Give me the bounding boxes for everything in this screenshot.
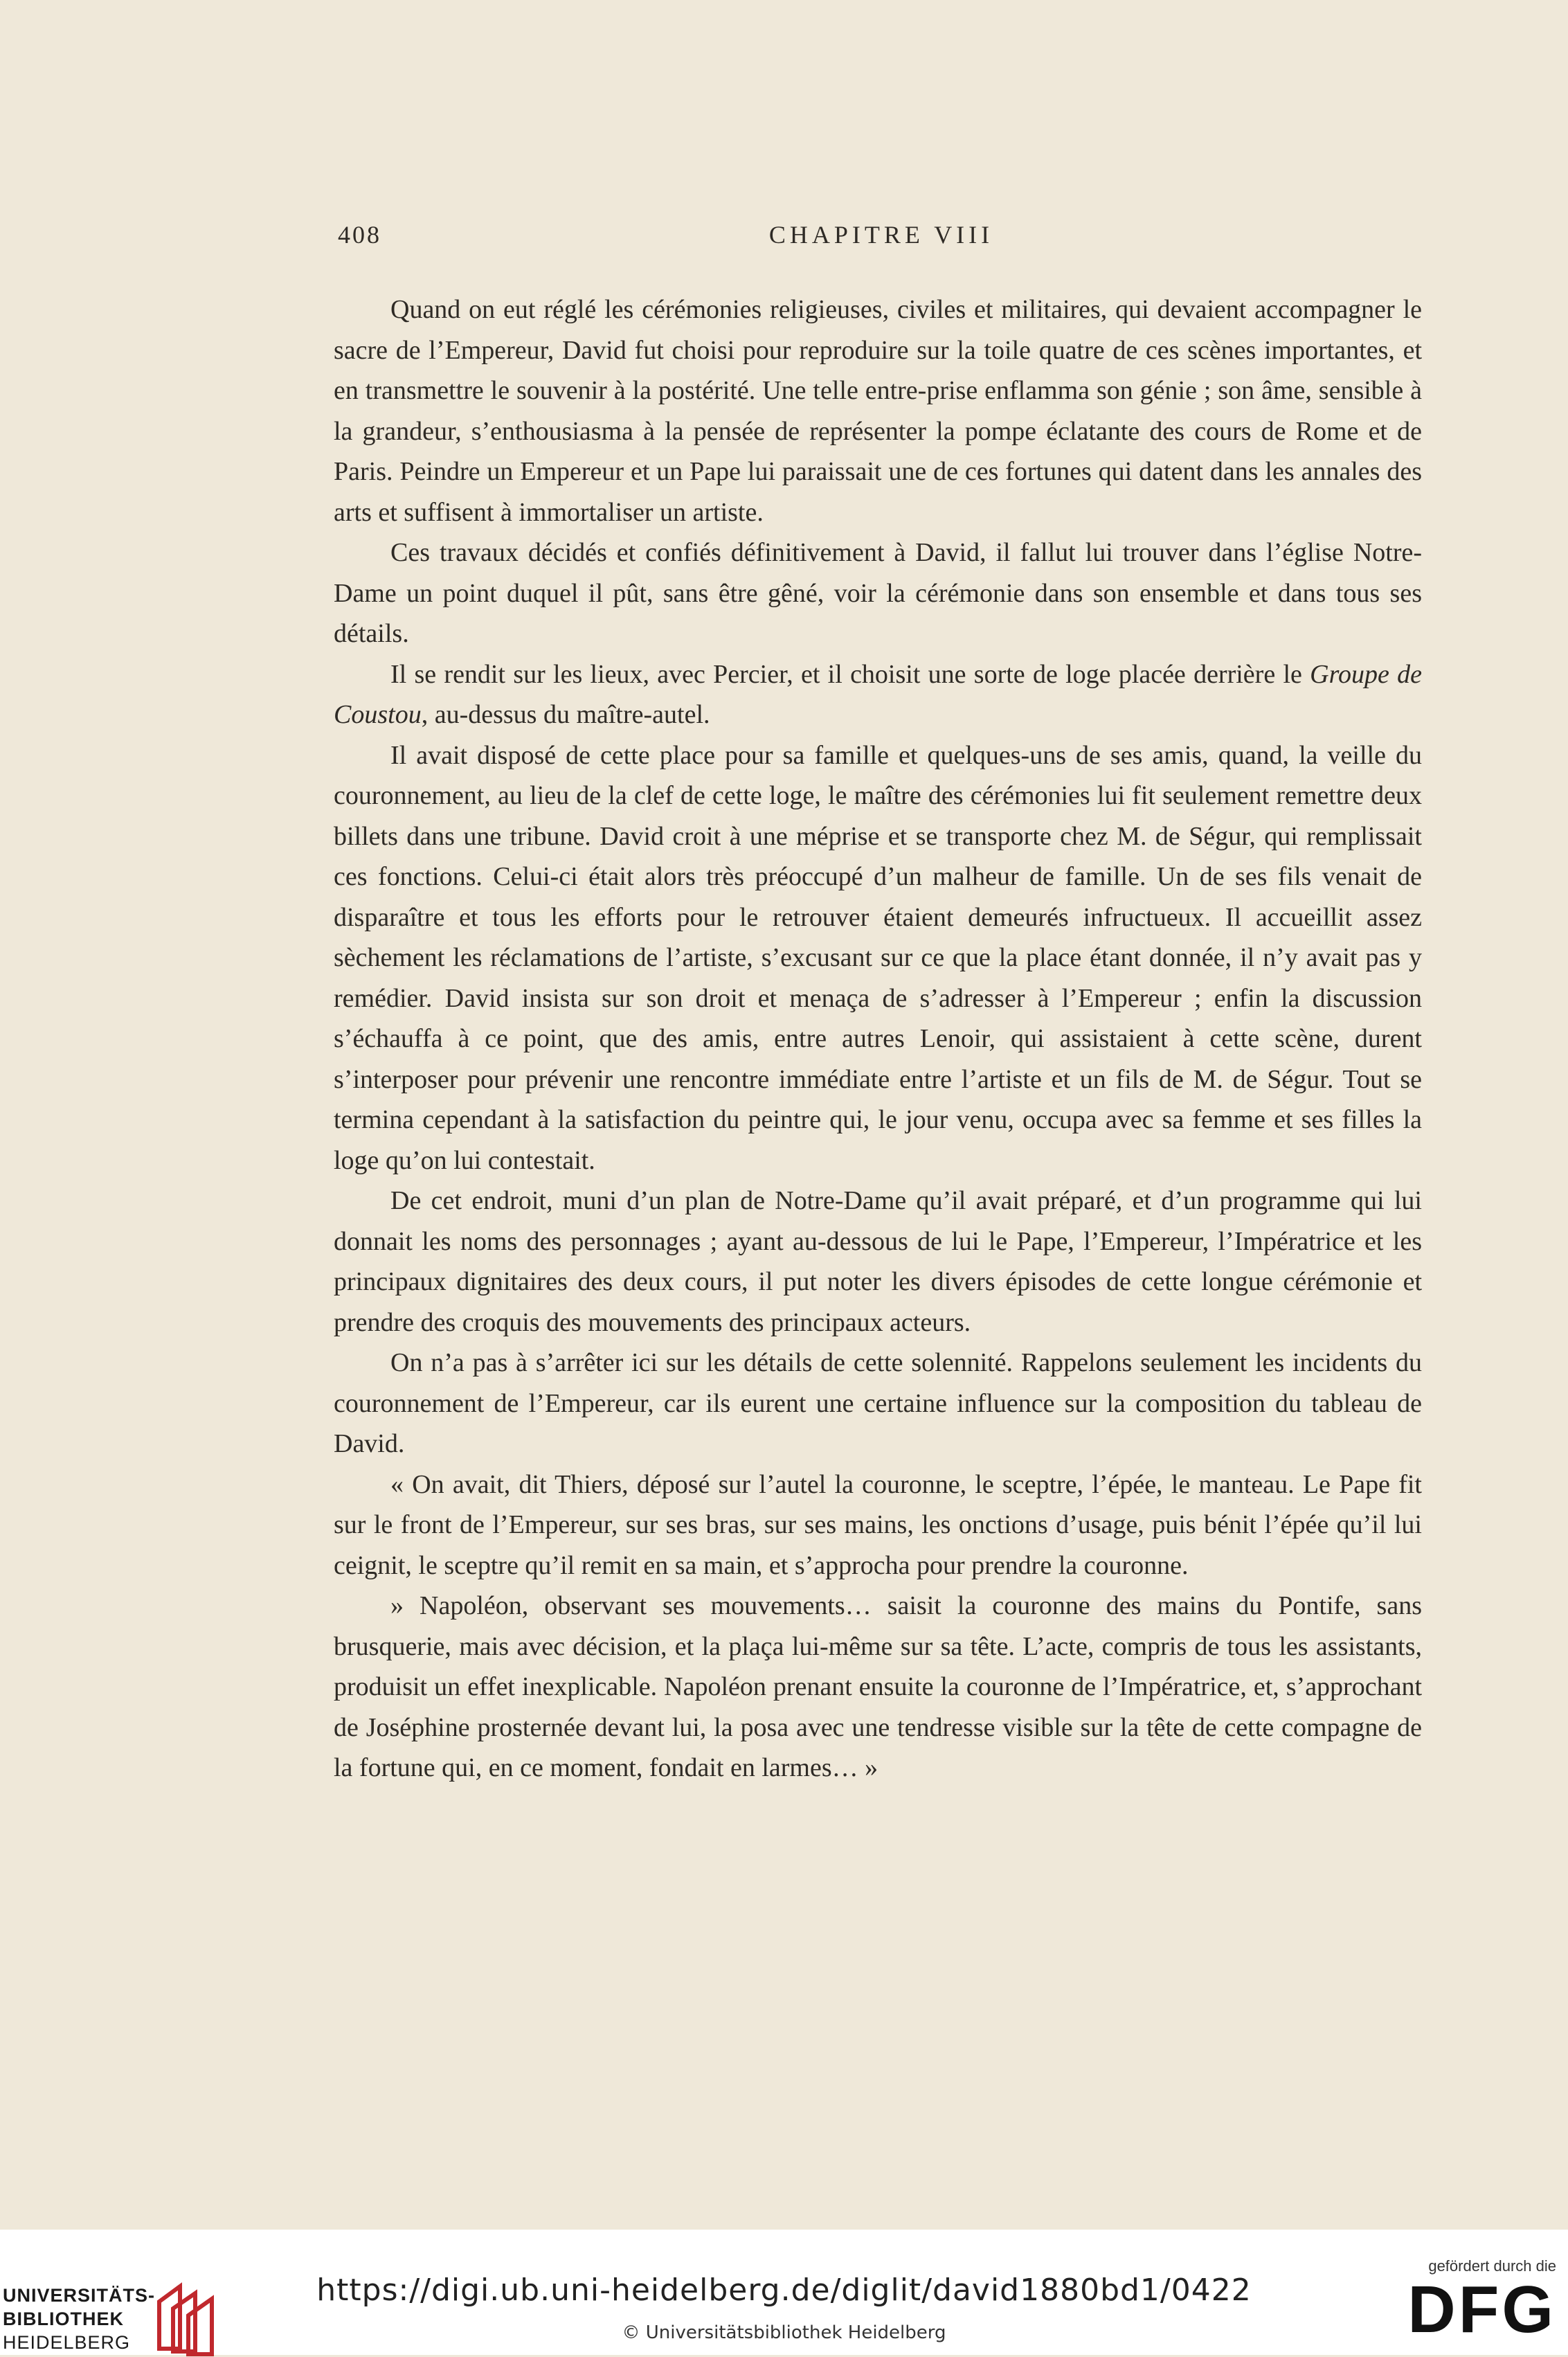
paragraph-5: De cet endroit, muni d’un plan de Notre-Dame qu’il avait préparé, et d’un programme qui lui donnait les noms des personnages ; ayant au-dessous de lui le Pape, l’Empereur, l’Impératrice et les principaux dignitaires des deux cours, il put noter les divers épisodes de cette longue cérémonie et prendre des croquis des mouvements des principaux acteurs. [334,1186,1422,1337]
artwork-title: Groupe de Coustou [334,659,1422,729]
dfg-funding-logo[interactable] [1390,2257,1556,2347]
dfg-caption: gefördert durch die [1428,2257,1556,2275]
logo-line-3: HEIDELBERG [3,2332,131,2353]
paragraph-1: Quand on eut réglé les cérémonies religieuses, civiles et militaires, qui devaient accompagner le sacre de l’Empereur, David fut choisi pour reproduire sur la toile quatre de ces scènes importantes, et en transmettre le souvenir à la postérité. Une telle entre-prise enflamma son génie ; son âme, sensible à la grandeur, s’enthousiasma à la pensée de représenter la pompe éclatante des cours de Rome et de Paris. Peindre un Empereur et un Pape lui paraissait une de ces fortunes qui datent dans les annales des arts et suffisent à immortaliser un artiste. [334,295,1422,527]
logo-line-1: UNIVERSITÄTS- [3,2285,156,2306]
logo-line-2: BIBLIOTHEK [3,2309,124,2329]
paragraph-3-start: Il se rendit sur les lieux, avec Percier, et il choisit une sorte de loge placée derrière le [390,659,1310,689]
paragraph-6: On n’a pas à s’arrêter ici sur les détails de cette solennité. Rappelons seulement les incidents du couronnement de l’Empereur, car ils eurent une certaine influence sur la composition du tableau de David. [334,1348,1422,1458]
copyright-notice: © Universitätsbibliothek Heidelberg [622,2322,946,2343]
chapter-title: CHAPITRE VIII [768,221,994,249]
page-number: 408 [338,221,381,249]
paragraph-3-end: , au-dessus du maître-autel. [421,700,710,729]
paragraph-4: Il avait disposé de cette place pour sa famille et quelques-uns de ses amis, quand, la veille du couronnement, au lieu de la clef de cette loge, le maître des cérémonies lui fit seulement remettre deux billets dans une tribune. David croit à une méprise et se transporte chez M. de Ségur, qui remplissait ces fonctions. Celui-ci était alors très préoccupé d’un malheur de famille. Un de ses fils venait de disparaître et tous les efforts pour le retrouver étaient demeurés infructueux. Il accueillit assez sèchement les réclamations de l’artiste, s’excusant sur ce que la place étant donnée, il n’y avait pas y remédier. David insista sur son droit et menaça de s’adresser à l’Empereur ; enfin la discussion s’échauffa à ce point, que des amis, entre autres Lenoir, qui assistaient à cette scène, durent s’interposer pour prévenir une rencontre immédiate entre l’artiste et un fils de M. de Ségur. Tout se termina cependant à la satisfaction du peintre qui, le jour venu, occupa avec sa femme et ses filles la loge qu’on lui contestait. [334,740,1422,1175]
paragraph-2: Ces travaux décidés et confiés définitivement à David, il fallut lui trouver dans l’église Notre-Dame un point duquel il pût, sans être gêné, voir la cérémonie dans son ensemble et dans tous ses détails. [334,538,1422,648]
dfg-logo-text: DFG [1407,2273,1556,2347]
paragraph-3 [334,654,1422,735]
permalink-url[interactable]: https://digi.ub.uni-heidelberg.de/diglit/david1880bd1/0422 [316,2273,1252,2308]
page-header [338,220,1425,262]
digitization-footer [0,2230,1568,2355]
body-text [334,289,1422,1789]
paragraph-8: » Napoléon, observant ses mouvements… saisit la couronne des mains du Pontife, sans brusquerie, mais avec décision, et la plaça lui-même sur sa tête. L’acte, compris de tous les assistants, produisit un effet inexplicable. Napoléon prenant ensuite la couronne de l’Impératrice, et, s’approchant de Joséphine prosternée devant lui, la posa avec une tendresse visible sur la tête de cette compagne de la fortune qui, en ce moment, fondait en larmes… » [334,1591,1422,1782]
paragraph-7: « On avait, dit Thiers, déposé sur l’autel la couronne, le sceptre, l’épée, le manteau. Le Pape fit sur le front de l’Empereur, sur ses bras, sur ses mains, les onctions d’usage, puis bénit l’épée qu’il lui ceignit, le sceptre qu’il remit en sa main, et s’approcha pour prendre la couronne. [334,1469,1422,1580]
